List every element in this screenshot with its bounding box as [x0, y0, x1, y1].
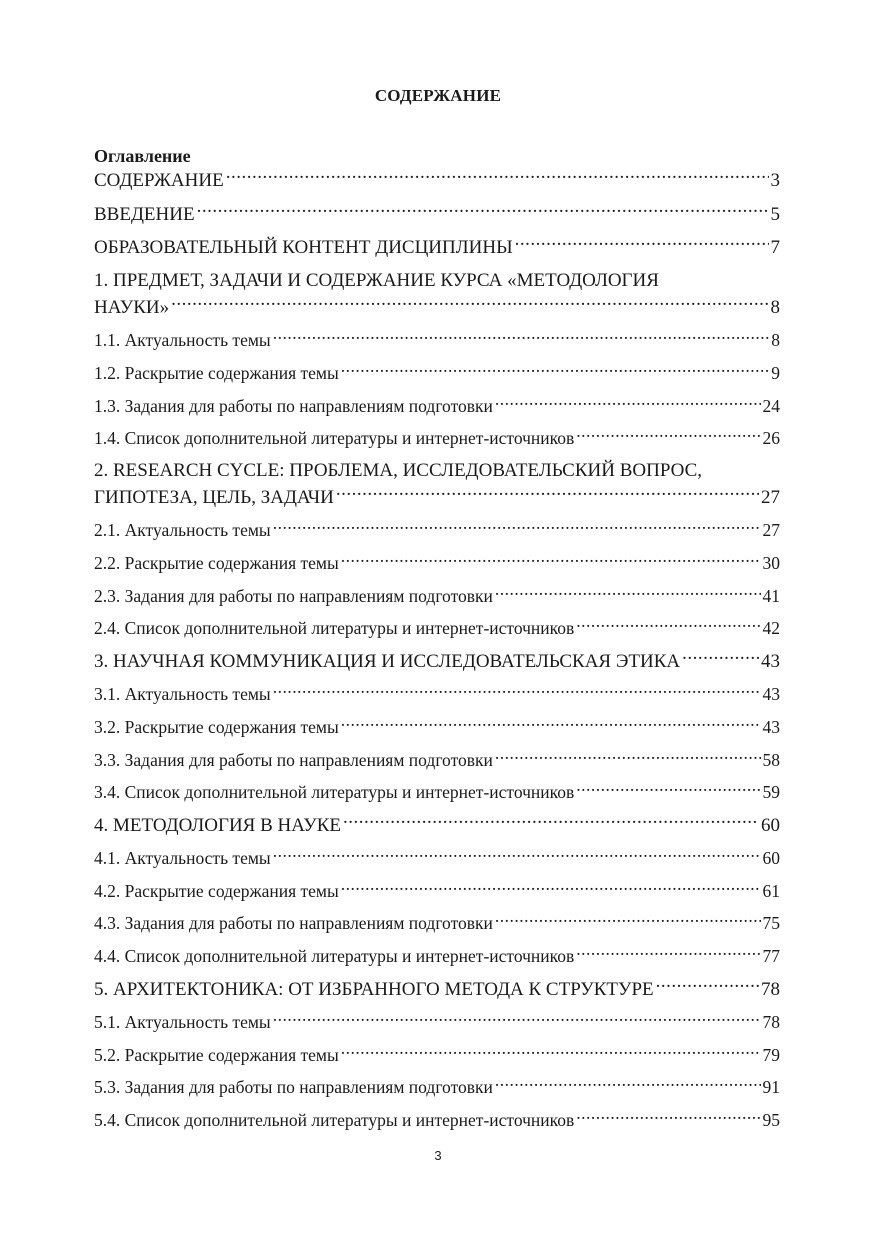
toc-subentry[interactable] [94, 550, 780, 576]
toc-subentry[interactable] [94, 615, 780, 641]
dot-leader [171, 294, 768, 313]
toc-entry[interactable] [94, 167, 780, 194]
toc-page-number: 60 [762, 848, 780, 869]
toc-row [94, 1074, 780, 1100]
toc-row [94, 845, 780, 871]
page-title: СОДЕРЖАНИЕ [374, 86, 502, 105]
toc-page-number: 42 [762, 618, 780, 639]
toc-row [94, 779, 780, 805]
toc-page-number: 95 [762, 1110, 780, 1131]
toc-row [94, 943, 780, 969]
dot-leader [656, 976, 759, 995]
toc-entry[interactable] [94, 648, 780, 675]
toc-entry[interactable] [94, 976, 780, 1003]
toc-row [94, 910, 780, 936]
toc-page-number: 91 [762, 1077, 780, 1098]
toc-subentry[interactable] [94, 360, 780, 386]
toc-subentry[interactable] [94, 583, 780, 609]
toc-entry-title-line: 2. RESEARCH CYCLE: ПРОБЛЕМА, ИССЛЕДОВАТЕЛЬСКИЙ ВОПРОС, [94, 459, 702, 481]
toc-row [94, 812, 780, 839]
toc-row [94, 1009, 780, 1035]
toc-subentry[interactable] [94, 425, 780, 451]
toc-entry-title: 2.3. Задания для работы по направлениям подготовки [94, 585, 493, 606]
toc-row [94, 425, 780, 451]
dot-leader [495, 584, 761, 602]
toc-row [94, 615, 780, 641]
toc-entry-title: СОДЕРЖАНИЕ [94, 170, 224, 191]
toc-page-number: 7 [770, 237, 780, 259]
toc-entry-title: 5.1. Актуальность темы [94, 1012, 271, 1033]
toc-page-number: 79 [762, 1044, 780, 1065]
toc-page-number: 5 [770, 203, 780, 225]
dot-leader [341, 1043, 761, 1061]
toc-row [94, 1107, 780, 1133]
toc-page-number: 77 [762, 946, 780, 967]
toc-row [94, 1042, 780, 1068]
dot-leader [495, 394, 761, 412]
toc-page-number: 3 [770, 170, 780, 191]
toc-page-number: 43 [761, 650, 780, 672]
dot-leader [273, 329, 770, 347]
toc-entry-title: 4. МЕТОДОЛОГИЯ В НАУКЕ [94, 814, 342, 836]
toc-subentry[interactable] [94, 943, 780, 969]
toc-entry-title: 4.1. Актуальность темы [94, 848, 271, 869]
toc-page-number: 60 [761, 814, 780, 836]
dot-leader [341, 551, 761, 569]
toc-subentry[interactable] [94, 714, 780, 740]
toc-row [94, 878, 780, 904]
toc-subentry[interactable] [94, 681, 780, 707]
toc-row [94, 234, 780, 261]
toc-page-number: 75 [762, 913, 780, 934]
toc-row [94, 976, 780, 1003]
toc-page-number: 58 [762, 749, 780, 770]
toc-subentry[interactable] [94, 1074, 780, 1100]
toc-entry-title: 3.2. Раскрытие содержания темы [94, 716, 339, 737]
dot-leader [341, 715, 761, 733]
toc-entry[interactable] [94, 458, 780, 511]
toc-page-number: 59 [762, 782, 780, 803]
toc-entry-title: НАУКИ» [94, 296, 170, 318]
toc-entry[interactable] [94, 201, 780, 228]
toc-page-number: 78 [762, 1012, 780, 1033]
dot-leader [343, 812, 759, 831]
dot-leader [495, 1076, 761, 1094]
dot-leader [495, 748, 761, 766]
toc-entry-title: 4.2. Раскрытие содержания темы [94, 880, 339, 901]
dot-leader [576, 1109, 760, 1127]
toc-subentry[interactable] [94, 845, 780, 871]
dot-leader [682, 648, 759, 667]
dot-leader [515, 234, 769, 253]
dot-leader [576, 945, 760, 963]
toc-subentry[interactable] [94, 910, 780, 936]
toc-entry-title: ОБРАЗОВАТЕЛЬНЫЙ КОНТЕНТ ДИСЦИПЛИНЫ [94, 237, 513, 259]
toc-row [94, 550, 780, 576]
toc-entry-title: 4.4. Список дополнительной литературы и интернет-источников [94, 946, 575, 967]
dot-leader [341, 361, 769, 379]
toc-subentry[interactable] [94, 878, 780, 904]
toc-entry-title: 5. АРХИТЕКТОНИКА: ОТ ИЗБРАННОГО МЕТОДА К СТРУКТУРЕ [94, 978, 654, 1000]
toc-row [94, 747, 780, 773]
toc-subentry[interactable] [94, 327, 780, 353]
toc-row [94, 201, 780, 228]
toc-row [94, 517, 780, 543]
toc-subentry[interactable] [94, 1107, 780, 1133]
toc-page-number: 43 [762, 684, 780, 705]
toc-entry-title: 1.4. Список дополнительной литературы и интернет-источников [94, 428, 575, 449]
toc-row [94, 681, 780, 707]
toc-entry-title: 5.3. Задания для работы по направлениям подготовки [94, 1077, 493, 1098]
dot-leader [336, 484, 759, 503]
toc-page-number: 43 [762, 716, 780, 737]
toc-entry-title: ГИПОТЕЗА, ЦЕЛЬ, ЗАДАЧИ [94, 486, 334, 508]
toc-entry[interactable] [94, 268, 780, 321]
toc-subentry[interactable] [94, 1009, 780, 1035]
toc-subentry[interactable] [94, 1042, 780, 1068]
toc-entry-title: 1.1. Актуальность темы [94, 330, 271, 351]
toc-page-number: 26 [762, 428, 780, 449]
toc-entry-title: 4.3. Задания для работы по направлениям подготовки [94, 913, 493, 934]
toc-entry-title: 5.4. Список дополнительной литературы и интернет-источников [94, 1110, 575, 1131]
dot-leader [197, 201, 769, 220]
toc-subentry[interactable] [94, 393, 780, 419]
toc-row [94, 714, 780, 740]
dot-leader [273, 519, 761, 537]
dot-leader [273, 1011, 761, 1029]
toc-row [94, 583, 780, 609]
table-of-contents [94, 145, 780, 1140]
toc-entry-title: 2.1. Актуальность темы [94, 520, 271, 541]
dot-leader [226, 167, 769, 186]
toc-entry-title: 5.2. Раскрытие содержания темы [94, 1044, 339, 1065]
toc-entry[interactable] [94, 812, 780, 839]
toc-page-number: 8 [770, 296, 780, 318]
toc-page-number: 27 [761, 486, 780, 508]
toc-row [94, 393, 780, 419]
dot-leader [341, 879, 761, 897]
toc-entry[interactable] [94, 234, 780, 261]
toc-subentry[interactable] [94, 517, 780, 543]
dot-leader [495, 912, 761, 930]
dot-leader [576, 781, 760, 799]
toc-subentry[interactable] [94, 779, 780, 805]
toc-page-number: 78 [761, 978, 780, 1000]
toc-page-number: 61 [762, 880, 780, 901]
toc-page-number: 27 [762, 520, 780, 541]
toc-entry-title: 3.4. Список дополнительной литературы и интернет-источников [94, 782, 575, 803]
toc-page-number: 9 [771, 362, 780, 383]
toc-caption: Оглавление [94, 146, 191, 166]
toc-row [94, 167, 780, 194]
toc-list [94, 167, 780, 1133]
page-number: 3 [434, 1148, 442, 1163]
toc-entry-title: 3.3. Задания для работы по направлениям подготовки [94, 749, 493, 770]
toc-page-number: 24 [762, 395, 780, 416]
toc-entry-title: 1.2. Раскрытие содержания темы [94, 362, 339, 383]
toc-entry-title: 3. НАУЧНАЯ КОММУНИКАЦИЯ И ИССЛЕДОВАТЕЛЬСКАЯ ЭТИКА [94, 650, 681, 672]
toc-page-number: 8 [771, 330, 780, 351]
toc-entry-title: 1.3. Задания для работы по направлениям подготовки [94, 395, 493, 416]
dot-leader [576, 617, 760, 635]
toc-row [94, 648, 780, 675]
toc-entry-title: 3.1. Актуальность темы [94, 684, 271, 705]
toc-row [94, 294, 780, 321]
dot-leader [273, 683, 761, 701]
toc-subentry[interactable] [94, 747, 780, 773]
toc-entry-title-line: 1. ПРЕДМЕТ, ЗАДАЧИ И СОДЕРЖАНИЕ КУРСА «МЕТОДОЛОГИЯ [94, 269, 659, 291]
toc-row [94, 484, 780, 511]
dot-leader [576, 427, 760, 445]
toc-page-number: 30 [762, 552, 780, 573]
toc-entry-title: 2.2. Раскрытие содержания темы [94, 552, 339, 573]
dot-leader [273, 847, 761, 865]
toc-row [94, 327, 780, 353]
toc-page-number: 41 [762, 585, 780, 606]
toc-entry-title: 2.4. Список дополнительной литературы и интернет-источников [94, 618, 575, 639]
toc-row [94, 360, 780, 386]
toc-entry-title: ВВЕДЕНИЕ [94, 203, 195, 225]
